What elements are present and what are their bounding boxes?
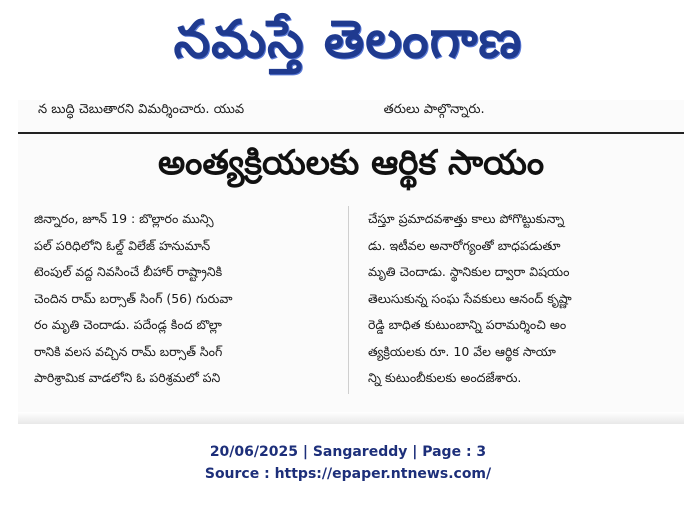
body-line: చెందిన రామ్ బర్సాత్ సింగ్ (56) గురువా xyxy=(34,290,233,306)
body-line: డు. ఇటీవల అనారోగ్యంతో బాధపడుతూ xyxy=(368,237,561,253)
body-line: పారిశ్రామిక వాడలోని ఓ పరిశ్రమలో పని xyxy=(34,370,221,385)
body-line: రం మృతి చెందాడు. పదేండ్ల కింద బొల్లా xyxy=(34,317,222,332)
article-right-column xyxy=(368,206,674,396)
column-divider xyxy=(348,206,349,394)
previous-story-left: న బుద్ధి చెబుతారని విమర్శించారు. యువ xyxy=(38,102,245,117)
article-headline: అంత్యక్రియలకు ఆర్థిక సాయం xyxy=(157,143,545,183)
body-line: తెలుసుకున్న సంఘ సేవకులు ఆనంద్ కృష్ణా xyxy=(368,290,572,306)
edition-meta: 20/06/2025 | Sangareddy | Page : 3 xyxy=(209,444,487,460)
body-line: టెంపుల్ వద్ద నివసించే బీహార్ రాష్ట్రానికి xyxy=(34,264,223,279)
article-left-column xyxy=(34,206,340,396)
previous-story-right: తరులు పాల్గొన్నారు. xyxy=(383,102,485,117)
previous-story-fragment xyxy=(38,102,678,128)
separator-rule xyxy=(18,132,684,134)
clipping-bottom-edge xyxy=(18,412,684,424)
newspaper-masthead xyxy=(0,0,696,92)
source-link[interactable]: Source : https://epaper.ntnews.com/ xyxy=(204,466,492,482)
article-clipping xyxy=(18,100,684,424)
body-line: న్ని కుటుంబీకులకు అందజేశారు. xyxy=(368,370,522,385)
masthead-title: నమస్తే తెలంగాణ xyxy=(173,9,523,70)
body-line: చేస్తూ ప్రమాదవశాత్తు కాలు పోగొట్టుకున్నా xyxy=(368,211,565,226)
clipping-footer xyxy=(0,441,696,485)
body-line: పల్ పరిధిలోని ఓల్డ్ విలేజ్ హనుమాన్ xyxy=(34,237,211,253)
body-line: రానికి వలస వచ్చిన రామ్ బర్సాత్ సింగ్ xyxy=(34,343,223,359)
body-line: జిన్నారం, జూన్ 19 : బొల్లారం మున్సి xyxy=(34,211,214,226)
body-line: మృతి చెందాడు. స్థానికుల ద్వారా విషయం xyxy=(368,264,570,279)
body-line: రెడ్డి బాధిత కుటుంబాన్ని పరామర్శించి అం xyxy=(368,317,567,332)
body-line: త్యక్రియలకు రూ. 10 వేల ఆర్థిక సాయా xyxy=(368,343,556,359)
article-body xyxy=(34,206,674,396)
